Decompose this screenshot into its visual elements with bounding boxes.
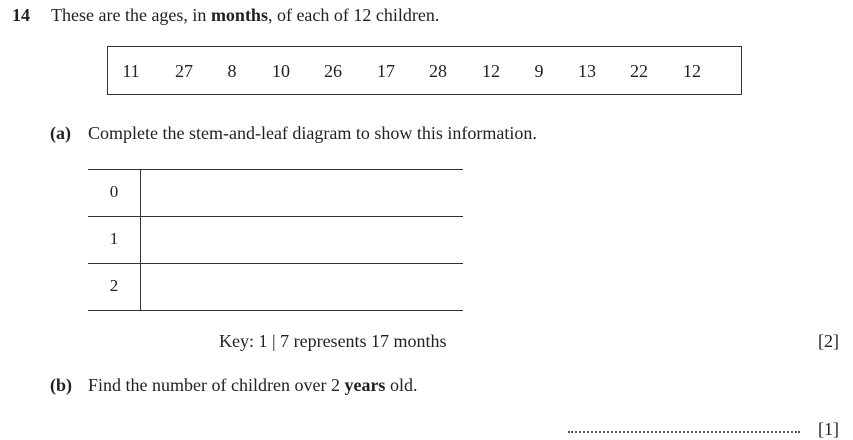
age-value: 9 <box>534 61 544 81</box>
intro-text-pre: These are the ages, in <box>51 5 211 25</box>
age-value: 27 <box>175 61 193 81</box>
part-b-text-post: old. <box>385 375 418 395</box>
intro-text-post: , of each of 12 children. <box>267 5 440 25</box>
stem-value: 2 <box>109 276 119 295</box>
age-value: 10 <box>272 61 290 81</box>
part-a-marks: [2] <box>818 331 839 351</box>
leaf-answer-cell[interactable] <box>148 220 448 260</box>
age-value: 26 <box>324 61 342 81</box>
age-value: 12 <box>683 61 701 81</box>
table-rule <box>88 216 463 217</box>
table-rule <box>88 263 463 264</box>
diagram-key: Key: 1 | 7 represents 17 months <box>219 331 447 351</box>
age-value: 12 <box>482 61 500 81</box>
age-value: 8 <box>227 61 237 81</box>
age-value: 13 <box>578 61 596 81</box>
question-intro <box>51 4 439 26</box>
part-b-label: (b) <box>50 375 72 395</box>
age-value: 17 <box>377 61 395 81</box>
part-b-answer-line[interactable] <box>568 419 800 433</box>
leaf-answer-cell[interactable] <box>148 267 448 307</box>
stem-and-leaf-diagram <box>88 169 463 310</box>
part-b-text-pre: Find the number of children over 2 <box>88 375 345 395</box>
part-a-label: (a) <box>50 123 71 143</box>
age-value: 11 <box>122 61 140 81</box>
stem-divider <box>140 169 141 310</box>
table-rule <box>88 169 463 170</box>
part-b-text <box>88 374 417 396</box>
part-b-text-bold: years <box>344 375 386 395</box>
table-rule <box>88 310 463 311</box>
age-value: 28 <box>429 61 447 81</box>
part-a-text: Complete the stem-and-leaf diagram to show this information. <box>88 123 537 143</box>
question-number: 14 <box>12 5 30 25</box>
part-b-marks: [1] <box>818 419 839 439</box>
stem-value: 1 <box>109 229 119 248</box>
leaf-answer-cell[interactable] <box>148 173 448 213</box>
age-value: 22 <box>630 61 648 81</box>
stem-value: 0 <box>109 182 119 201</box>
intro-text-bold: months <box>210 5 268 25</box>
ages-data-box <box>107 46 742 95</box>
